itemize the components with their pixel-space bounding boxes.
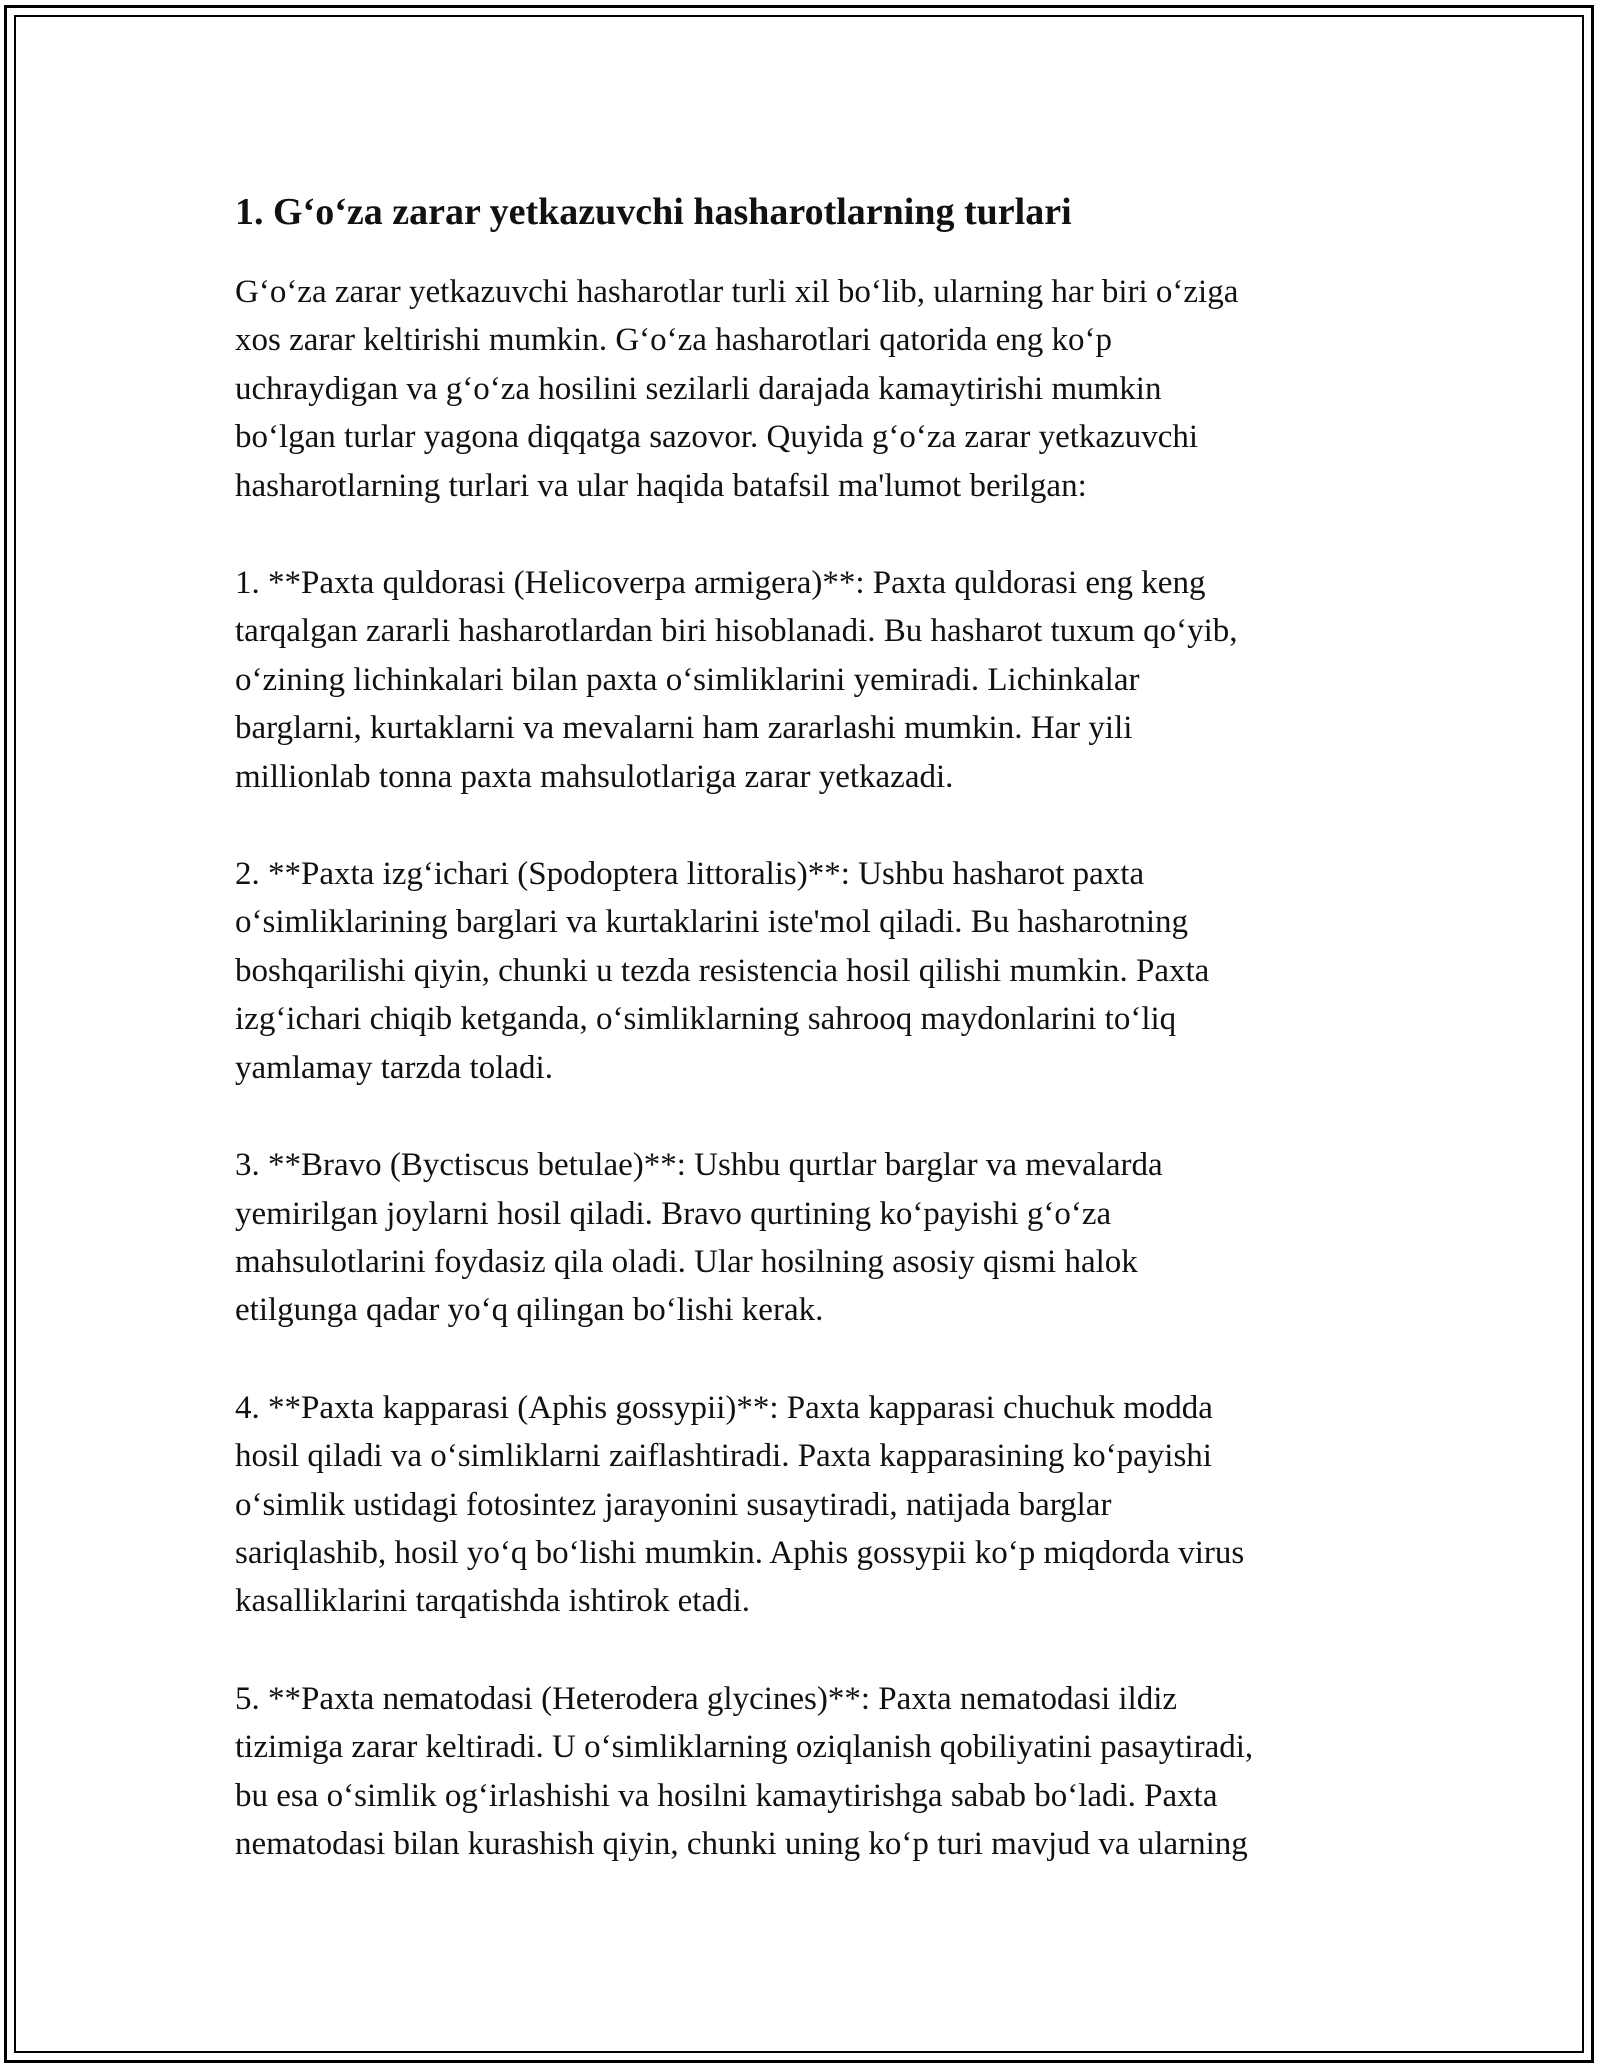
text-line: kasalliklarini tarqatishda ishtirok etadi.: [235, 1583, 751, 1620]
text-line: millionlab tonna paxta mahsulotlariga zarar yetkazadi.: [235, 758, 954, 795]
text-line: izg‘ichari chiqib ketganda, o‘simliklarning sahrooq maydonlarini to‘liq: [235, 1001, 1177, 1038]
list-item-1-paragraph: [235, 559, 1375, 801]
text-line: 3. **Bravo (Byctiscus betulae)**: Ushbu qurtlar barglar va mevalarda: [235, 1147, 1163, 1184]
text-line: bu esa o‘simlik og‘irlashishi va hosilni kamaytirishga sabab bo‘ladi. Paxta: [235, 1777, 1218, 1814]
list-item-4-paragraph: [235, 1384, 1375, 1626]
list-item-3-paragraph: [235, 1141, 1375, 1335]
text-line: yemirilgan joylarni hosil qiladi. Bravo qurtining ko‘payishi g‘o‘za: [235, 1195, 1112, 1232]
text-line: G‘o‘za zarar yetkazuvchi hasharotlar turli xil bo‘lib, ularning har biri o‘ziga: [235, 274, 1239, 310]
text-line: o‘simlik ustidagi fotosintez jarayonini susaytiradi, natijada barglar: [235, 1486, 1112, 1523]
text-line: 5. **Paxta nematodasi (Heterodera glycines)**: Paxta nematodasi ildiz: [235, 1680, 1178, 1717]
text-line: tizimiga zarar keltiradi. U o‘simliklarning oziqlanish qobiliyatini pasaytiradi,: [235, 1729, 1254, 1766]
text-line: o‘zining lichinkalari bilan paxta o‘simliklarini yemiradi. Lichinkalar: [235, 661, 1140, 698]
text-line: xos zarar keltirishi mumkin. G‘o‘za hasharotlari qatorida eng ko‘p: [235, 322, 1112, 359]
text-line: boshqarilishi qiyin, chunki u tezda resistencia hosil qilishi mumkin. Paxta: [235, 952, 1210, 989]
text-line: bo‘lgan turlar yagona diqqatga sazovor. Quyida g‘o‘za zarar yetkazuvchi: [235, 419, 1199, 456]
text-line: nematodasi bilan kurashish qiyin, chunki uning ko‘p turi mavjud va ularning: [235, 1825, 1248, 1862]
text-line: o‘simliklarining barglari va kurtaklarini iste'mol qiladi. Bu hasharotning: [235, 904, 1188, 941]
text-line: hosil qiladi va o‘simliklarni zaiflashtiradi. Paxta kapparasining ko‘payishi: [235, 1438, 1212, 1475]
section-heading: 1. G‘o‘za zarar yetkazuvchi hasharotlarning turlari: [235, 191, 1072, 233]
text-line: yamlamay tarzda toladi.: [235, 1049, 553, 1086]
text-line: 1. **Paxta quldorasi (Helicoverpa armigera)**: Paxta quldorasi eng keng: [235, 565, 1206, 602]
list-item-2-paragraph: [235, 850, 1375, 1092]
text-line: hasharotlarning turlari va ular haqida batafsil ma'lumot berilgan:: [235, 467, 1087, 504]
text-line: sariqlashib, hosil yo‘q bo‘lishi mumkin. Aphis gossypii ko‘p miqdorda virus: [235, 1534, 1245, 1571]
text-line: tarqalgan zararli hasharotlardan biri hisoblanadi. Bu hasharot tuxum qo‘yib,: [235, 613, 1238, 650]
text-line: barglarni, kurtaklarni va mevalarni ham zararlashi mumkin. Har yili: [235, 710, 1133, 747]
text-line: 2. **Paxta izg‘ichari (Spodoptera littoralis)**: Ushbu hasharot paxta: [235, 856, 1145, 893]
text-line: uchraydigan va g‘o‘za hosilini sezilarli darajada kamaytirishi mumkin: [235, 370, 1162, 407]
text-line: mahsulotlarini foydasiz qila oladi. Ular hosilning asosiy qismi halok: [235, 1243, 1138, 1280]
document-body: [235, 184, 1375, 1917]
text-line: etilgunga qadar yo‘q qilingan bo‘lishi kerak.: [235, 1292, 824, 1329]
intro-paragraph: [235, 268, 1375, 510]
text-line: 4. **Paxta kapparasi (Aphis gossypii)**: Paxta kapparasi chuchuk modda: [235, 1389, 1213, 1426]
list-item-5-paragraph: [235, 1675, 1375, 1869]
